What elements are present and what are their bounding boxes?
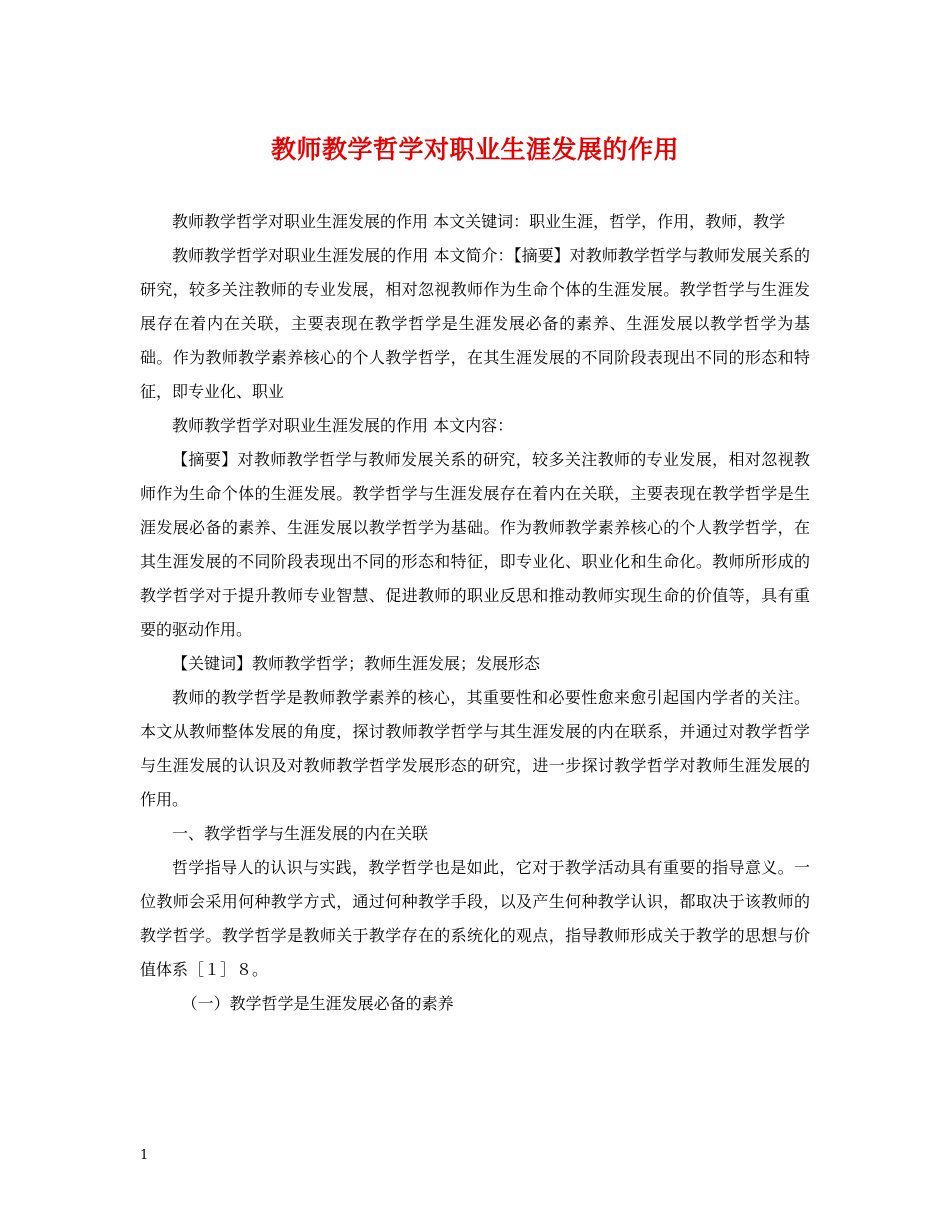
section-heading-1: 一、教学哲学与生涯发展的内在关联 bbox=[172, 824, 429, 843]
paragraph-section-1: 哲学指导人的认识与实践，教学哲学也是如此，它对于教学活动具有重要的指导意义。一位教师会采用何种教学方式，通过何种教学手段，以及产生何种教学认识，都取决于该教师的教学哲学。教学哲学是教师关于教学存在的系统化的观点，指导教师形成关于教学的思想与价值体系［１］８。 bbox=[140, 858, 810, 979]
paragraph-abstract: 【摘要】对教师教学哲学与教师发展关系的研究，较多关注教师的专业发展，相对忽视教师作为生命个体的生涯发展。教学哲学与生涯发展存在着内在关联，主要表现在教学哲学是生涯发展必备的素养、生涯发展以教学哲学为基础。作为教师教学素养核心的个人教学哲学，在其生涯发展的不同阶段表现出不同的形态和特征，即专业化、职业化和生命化。教师所形成的教学哲学对于提升教师专业智慧、促进教师的职业反思和推动教师实现生命的价值等，具有重要的驱动作用。 bbox=[140, 450, 810, 639]
paragraph-keywords: 【关键词】教师教学哲学；教师生涯发展；发展形态 bbox=[172, 654, 541, 673]
page-number: 1 bbox=[140, 1148, 149, 1163]
paragraph-introduction: 教师的教学哲学是教师教学素养的核心，其重要性和必要性愈来愈引起国内学者的关注。本文从教师整体发展的角度，探讨教师教学哲学与其生涯发展的内在联系，并通过对教学哲学与生涯发展的认识及对教师教学哲学发展形态的研究，进一步探讨教学哲学对教师生涯发展的作用。 bbox=[140, 688, 810, 809]
subsection-heading-1: （一）教学哲学是生涯发展必备的素养 bbox=[181, 994, 454, 1013]
paragraph-content-intro: 教师教学哲学对职业生涯发展的作用 本文内容： bbox=[172, 416, 514, 435]
document-body bbox=[140, 205, 810, 1021]
paragraph-summary-intro: 教师教学哲学对职业生涯发展的作用 本文简介：【摘要】对教师教学哲学与教师发展关系的研究，较多关注教师的专业发展，相对忽视教师作为生命个体的生涯发展。教学哲学与生涯发展存在着内在关联，主要表现在教学哲学是生涯发展必备的素养、生涯发展以教学哲学为基础。作为教师教学素养核心的个人教学哲学，在其生涯发展的不同阶段表现出不同的形态和特征，即专业化、职业 bbox=[140, 246, 810, 401]
paragraph-keywords-intro: 教师教学哲学对职业生涯发展的作用 本文关键词：职业生涯，哲学，作用，教师，教学 bbox=[172, 212, 786, 231]
document-title: 教师教学哲学对职业生涯发展的作用 bbox=[270, 135, 679, 164]
